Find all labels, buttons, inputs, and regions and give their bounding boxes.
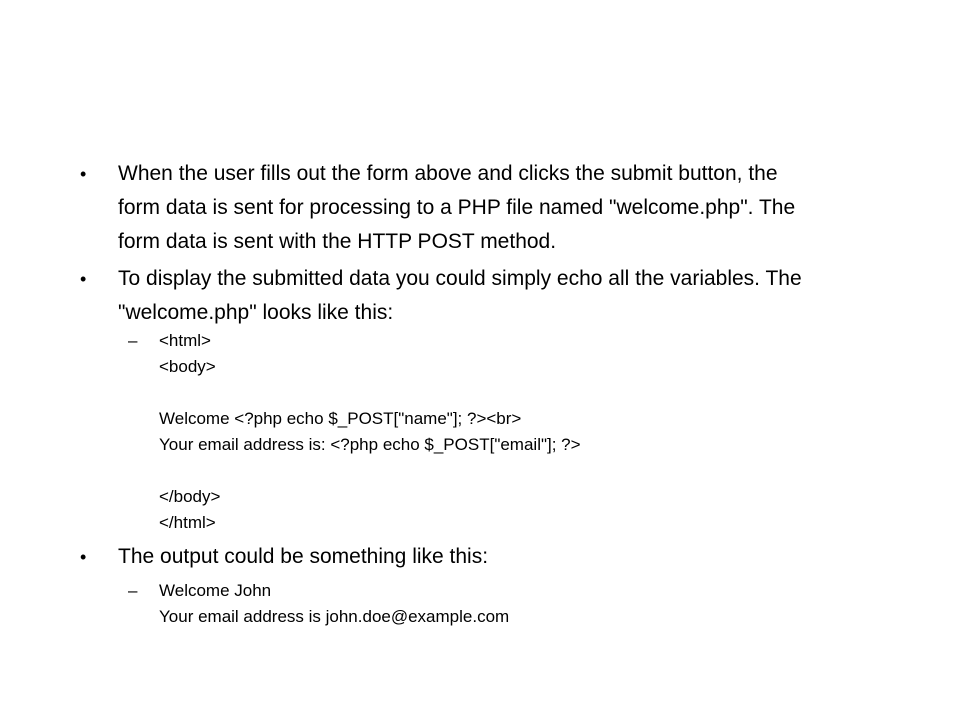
bullet-marker: •	[80, 269, 87, 289]
sub-bullet-marker: –	[128, 581, 138, 600]
bullet-text: When the user fills out the form above and clicks the submit button, the form data is sent for processing to a PHP file named "welcome.php". The form data is sent with the HTTP POST method.	[118, 162, 796, 253]
bullet-marker: •	[80, 547, 87, 567]
output-example-text: Welcome John Your email address is john.doe@example.com	[159, 581, 510, 626]
sub-bullet-marker: –	[128, 331, 138, 350]
bullet-text: To display the submitted data you could simply echo all the variables. The "welcome.php" looks like this:	[118, 267, 802, 324]
bullet-text: The output could be something like this:	[118, 545, 489, 568]
bullet-marker: •	[80, 164, 87, 184]
code-example-text: <html> <body> Welcome <?php echo $_POST["name"]; ?><br> Your email address is: <?php echo $_POST["email"]; ?> </body> </html>	[159, 331, 581, 532]
